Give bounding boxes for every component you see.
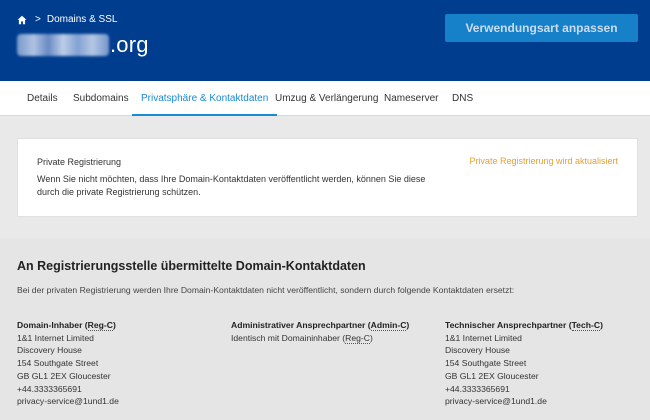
domain-tld: .org [110, 32, 149, 57]
private-registration-title: Private Registrierung [37, 157, 122, 167]
breadcrumb [17, 14, 117, 25]
reg-c-term: Reg-C [345, 332, 371, 343]
contact-heading-admin: Administrativer Ansprechpartner (Admin-C) [231, 320, 410, 330]
private-registration-status: Private Registrierung wird aktualisiert [469, 156, 618, 166]
contact-heading-technical: Technischer Ansprechpartner (Tech-C) [445, 320, 603, 330]
contact-column-registrant [17, 319, 119, 408]
contacts-intro: Bei der privaten Registrierung werden Ihre Domain-Kontaktdaten nicht veröffentlicht, sondern durch folgende Kontaktdaten ersetzt: [17, 285, 515, 295]
tab-bar [0, 81, 650, 116]
tech-c-term: Tech-C [571, 320, 601, 330]
tab-dns[interactable]: DNS [452, 93, 474, 104]
tab-details[interactable]: Details [27, 93, 58, 104]
contact-email: privacy-service@1und1.de [445, 396, 547, 407]
contact-column-admin [231, 319, 409, 344]
private-registration-description: Wenn Sie nicht möchten, dass Ihre Domain-Kontaktdaten veröffentlicht werden, können Sie diese durch die private Registrierung schützen. [37, 174, 426, 197]
contact-column-technical [445, 319, 603, 408]
home-icon[interactable] [17, 15, 27, 25]
breadcrumb-link-domains-ssl[interactable]: Domains & SSL [46, 14, 118, 25]
contact-line: Identisch mit Domaininhaber (Reg-C) [231, 332, 373, 343]
contact-line: 154 Southgate Street [445, 358, 527, 369]
breadcrumb-separator: > [35, 14, 41, 25]
contact-heading-registrant: Domain-Inhaber (Reg-C) [17, 320, 116, 330]
contact-line: Discovery House [17, 345, 82, 356]
contacts-section [0, 238, 650, 420]
customize-usage-button[interactable]: Verwendungsart anpassen [445, 14, 638, 42]
contact-phone: +44.3333365691 [17, 383, 82, 394]
contact-line: 1&1 Internet Limited [445, 332, 522, 343]
blurred-domain-name [17, 34, 109, 56]
tab-subdomains[interactable]: Subdomains [73, 93, 129, 104]
contact-email: privacy-service@1und1.de [17, 396, 119, 407]
contact-line: 1&1 Internet Limited [17, 332, 94, 343]
contact-line: Discovery House [445, 345, 510, 356]
private-registration-card [17, 138, 638, 217]
contact-phone: +44.3333365691 [445, 383, 510, 394]
domain-title [17, 32, 149, 58]
contacts-heading: An Registrierungsstelle übermittelte Domain-Kontaktdaten [17, 259, 366, 273]
reg-c-term: Reg-C [87, 320, 113, 330]
tab-nameserver[interactable]: Nameserver [384, 93, 439, 104]
tab-privacy-contact[interactable]: Privatsphäre & Kontaktdaten [141, 81, 268, 116]
page-header [0, 0, 650, 81]
contact-line: GB GL1 2EX Gloucester [445, 370, 539, 381]
admin-c-term: Admin-C [370, 320, 407, 330]
contact-line: GB GL1 2EX Gloucester [17, 370, 111, 381]
tab-transfer-renewal[interactable]: Umzug & Verlängerung [275, 93, 379, 104]
contact-line: 154 Southgate Street [17, 358, 99, 369]
